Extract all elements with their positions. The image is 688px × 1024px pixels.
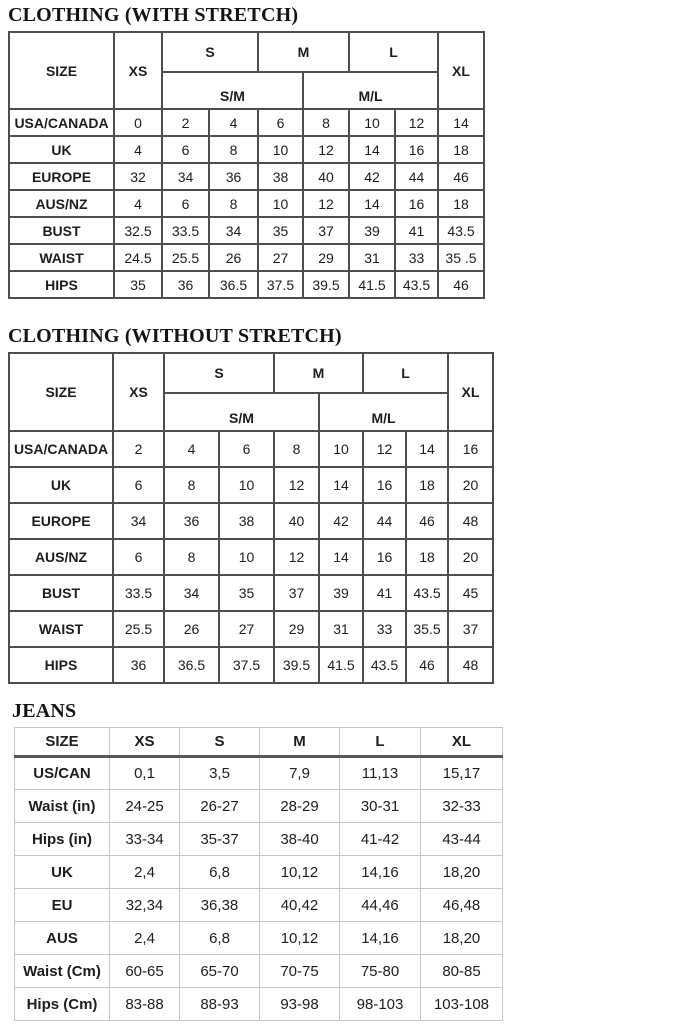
table-cell: 26 [209, 244, 258, 271]
col-header-s: S [164, 353, 274, 393]
table-cell: 14 [349, 136, 395, 163]
table-row [9, 539, 493, 575]
table-cell: 48 [448, 647, 493, 683]
table-cell: 11,13 [340, 757, 421, 790]
col-header-xl: XL [438, 32, 484, 109]
table-cell: 38 [219, 503, 274, 539]
table-cell: 18 [406, 467, 448, 503]
col-header-xs: XS [113, 353, 164, 431]
table-cell: 39.5 [303, 271, 349, 298]
row-label: BUST [9, 575, 113, 611]
table-cell: 2,4 [110, 856, 180, 889]
table-cell: 14,16 [340, 922, 421, 955]
table-cell: 18,20 [421, 856, 503, 889]
table-cell: 44 [395, 163, 438, 190]
table-cell: 8 [209, 190, 258, 217]
table-cell: 46 [406, 503, 448, 539]
row-label: AUS/NZ [9, 190, 114, 217]
table-cell: 33.5 [162, 217, 209, 244]
table-cell: 18,20 [421, 922, 503, 955]
table-cell: 98-103 [340, 988, 421, 1021]
table-body [9, 431, 493, 683]
table-cell: 43.5 [395, 271, 438, 298]
col-header-ml: M/L [319, 393, 448, 431]
table-cell: 0 [114, 109, 162, 136]
table-cell: 8 [303, 109, 349, 136]
table-cell: 37 [448, 611, 493, 647]
table-cell: 10 [258, 190, 303, 217]
table-cell: 12 [363, 431, 406, 467]
table-cell: 44 [363, 503, 406, 539]
table-body [15, 757, 503, 1021]
table-cell: 33 [395, 244, 438, 271]
col-header-xl: XL [421, 728, 503, 757]
table-cell: 18 [438, 190, 484, 217]
table-cell: 16 [363, 539, 406, 575]
table-cell: 16 [395, 136, 438, 163]
table-cell: 6,8 [180, 922, 260, 955]
table-cell: 4 [114, 136, 162, 163]
table-row [9, 575, 493, 611]
table-cell: 2,4 [110, 922, 180, 955]
table-cell: 37 [303, 217, 349, 244]
table-cell: 14 [406, 431, 448, 467]
table-cell: 93-98 [260, 988, 340, 1021]
table-cell: 4 [164, 431, 219, 467]
table-header [9, 32, 484, 109]
table-cell: 24-25 [110, 790, 180, 823]
table-cell: 70-75 [260, 955, 340, 988]
table-cell: 6 [162, 190, 209, 217]
table-cell: 43.5 [406, 575, 448, 611]
table-row [9, 109, 484, 136]
table-row [9, 217, 484, 244]
table-cell: 34 [209, 217, 258, 244]
table-cell: 12 [395, 109, 438, 136]
row-label: UK [9, 467, 113, 503]
table-cell: 39.5 [274, 647, 319, 683]
col-header-size: SIZE [9, 32, 114, 109]
table-cell: 36,38 [180, 889, 260, 922]
col-header-s: S [162, 32, 258, 72]
table-cell: 32-33 [421, 790, 503, 823]
row-label: AUS [15, 922, 110, 955]
table-cell: 2 [113, 431, 164, 467]
table-cell: 0,1 [110, 757, 180, 790]
table-row [9, 136, 484, 163]
table-row [9, 244, 484, 271]
table-cell: 10 [349, 109, 395, 136]
table-cell: 41 [363, 575, 406, 611]
table-cell: 14 [319, 539, 363, 575]
table-header [9, 353, 493, 431]
col-header-ml: M/L [303, 72, 438, 109]
col-header-m: M [258, 32, 349, 72]
row-label: EUROPE [9, 163, 114, 190]
row-label: USA/CANADA [9, 431, 113, 467]
table-cell: 18 [406, 539, 448, 575]
table-cell: 32,34 [110, 889, 180, 922]
table-cell: 14 [438, 109, 484, 136]
table-cell: 42 [319, 503, 363, 539]
table-cell: 33 [363, 611, 406, 647]
table-cell: 35 [114, 271, 162, 298]
table-cell: 10 [319, 431, 363, 467]
table-row [15, 988, 503, 1021]
table-cell: 10,12 [260, 856, 340, 889]
table-cell: 16 [448, 431, 493, 467]
table-cell: 26-27 [180, 790, 260, 823]
table-cell: 10,12 [260, 922, 340, 955]
table-cell: 34 [162, 163, 209, 190]
table-row [9, 503, 493, 539]
table-cell: 6 [113, 539, 164, 575]
table-cell: 80-85 [421, 955, 503, 988]
table-cell: 36 [209, 163, 258, 190]
table-cell: 33.5 [113, 575, 164, 611]
row-label: Hips (in) [15, 823, 110, 856]
header-row-sml [9, 32, 484, 72]
table-cell: 36.5 [164, 647, 219, 683]
table-cell: 3,5 [180, 757, 260, 790]
table-cell: 6,8 [180, 856, 260, 889]
row-label: HIPS [9, 271, 114, 298]
table-cell: 33-34 [110, 823, 180, 856]
table-cell: 41-42 [340, 823, 421, 856]
table-cell: 48 [448, 503, 493, 539]
col-header-size: SIZE [9, 353, 113, 431]
row-label: BUST [9, 217, 114, 244]
col-header-xl: XL [448, 353, 493, 431]
table-cell: 8 [164, 539, 219, 575]
table-cell: 35-37 [180, 823, 260, 856]
table-cell: 34 [113, 503, 164, 539]
table-cell: 15,17 [421, 757, 503, 790]
table-cell: 8 [274, 431, 319, 467]
table-cell: 46 [438, 271, 484, 298]
table-cell: 10 [219, 539, 274, 575]
table-cell: 65-70 [180, 955, 260, 988]
table-cell: 36.5 [209, 271, 258, 298]
table-cell: 75-80 [340, 955, 421, 988]
table-cell: 32 [114, 163, 162, 190]
section-title-clothing-without-stretch: CLOTHING (WITHOUT STRETCH) [8, 325, 342, 347]
table-cell: 24.5 [114, 244, 162, 271]
table-cell: 83-88 [110, 988, 180, 1021]
row-label: US/CAN [15, 757, 110, 790]
table-cell: 28-29 [260, 790, 340, 823]
row-label: Hips (Cm) [15, 988, 110, 1021]
table-body [9, 109, 484, 298]
section-title-clothing-with-stretch: CLOTHING (WITH STRETCH) [8, 4, 299, 26]
table-row [9, 190, 484, 217]
table-cell: 25.5 [162, 244, 209, 271]
table-cell: 12 [303, 190, 349, 217]
table-row [15, 922, 503, 955]
table-cell: 46 [438, 163, 484, 190]
col-header-l: L [340, 728, 421, 757]
table-cell: 35 [258, 217, 303, 244]
row-label: EU [15, 889, 110, 922]
table-cell: 6 [219, 431, 274, 467]
table-cell: 16 [363, 467, 406, 503]
header-row-sml [9, 353, 493, 393]
table-row [15, 889, 503, 922]
table-cell: 2 [162, 109, 209, 136]
table-cell: 18 [438, 136, 484, 163]
table-cell: 4 [114, 190, 162, 217]
table-cell: 14 [349, 190, 395, 217]
table-cell: 29 [303, 244, 349, 271]
table-row [9, 611, 493, 647]
table-row [15, 790, 503, 823]
table-cell: 41.5 [319, 647, 363, 683]
row-label: UK [9, 136, 114, 163]
table-cell: 31 [319, 611, 363, 647]
table-cell: 20 [448, 539, 493, 575]
table-cell: 38-40 [260, 823, 340, 856]
table-cell: 16 [395, 190, 438, 217]
table-cell: 20 [448, 467, 493, 503]
row-label: HIPS [9, 647, 113, 683]
col-header-sm: S/M [164, 393, 319, 431]
table-cell: 4 [209, 109, 258, 136]
table-cell: 25.5 [113, 611, 164, 647]
table-cell: 14,16 [340, 856, 421, 889]
table-cell: 103-108 [421, 988, 503, 1021]
col-header-l: L [349, 32, 438, 72]
row-label: Waist (Cm) [15, 955, 110, 988]
table-cell: 43-44 [421, 823, 503, 856]
table-cell: 6 [162, 136, 209, 163]
table-row [9, 431, 493, 467]
table-header [15, 728, 503, 757]
table-cell: 32.5 [114, 217, 162, 244]
table-cell: 12 [303, 136, 349, 163]
table-cell: 7,9 [260, 757, 340, 790]
clothing-without-stretch-table [8, 352, 494, 684]
table-cell: 41 [395, 217, 438, 244]
section-title-jeans: JEANS [12, 700, 77, 722]
table-cell: 43.5 [363, 647, 406, 683]
row-label: UK [15, 856, 110, 889]
table-row [9, 163, 484, 190]
table-cell: 8 [164, 467, 219, 503]
col-header-m: M [260, 728, 340, 757]
table-cell: 37.5 [258, 271, 303, 298]
table-cell: 14 [319, 467, 363, 503]
table-cell: 39 [319, 575, 363, 611]
table-row [15, 823, 503, 856]
table-cell: 60-65 [110, 955, 180, 988]
table-cell: 46 [406, 647, 448, 683]
table-cell: 27 [258, 244, 303, 271]
clothing-with-stretch-table [8, 31, 485, 299]
table-cell: 31 [349, 244, 395, 271]
table-cell: 40 [303, 163, 349, 190]
table-cell: 35 .5 [438, 244, 484, 271]
table-cell: 6 [258, 109, 303, 136]
table-cell: 37 [274, 575, 319, 611]
col-header-xs: XS [110, 728, 180, 757]
table-cell: 40,42 [260, 889, 340, 922]
table-cell: 42 [349, 163, 395, 190]
table-cell: 10 [219, 467, 274, 503]
table-cell: 38 [258, 163, 303, 190]
table-cell: 6 [113, 467, 164, 503]
row-label: USA/CANADA [9, 109, 114, 136]
table-cell: 8 [209, 136, 258, 163]
table-row [9, 271, 484, 298]
table-cell: 30-31 [340, 790, 421, 823]
table-cell: 12 [274, 539, 319, 575]
table-row [15, 856, 503, 889]
col-header-xs: XS [114, 32, 162, 109]
header-row [15, 728, 503, 757]
table-row [9, 467, 493, 503]
table-cell: 37.5 [219, 647, 274, 683]
table-cell: 12 [274, 467, 319, 503]
col-header-l: L [363, 353, 448, 393]
col-header-sm: S/M [162, 72, 303, 109]
table-cell: 88-93 [180, 988, 260, 1021]
table-cell: 41.5 [349, 271, 395, 298]
table-row [9, 647, 493, 683]
row-label: WAIST [9, 611, 113, 647]
table-cell: 36 [164, 503, 219, 539]
col-header-size: SIZE [15, 728, 110, 757]
table-cell: 10 [258, 136, 303, 163]
table-cell: 29 [274, 611, 319, 647]
table-cell: 44,46 [340, 889, 421, 922]
table-cell: 45 [448, 575, 493, 611]
col-header-s: S [180, 728, 260, 757]
table-cell: 35 [219, 575, 274, 611]
jeans-table [14, 727, 503, 1021]
table-row [15, 955, 503, 988]
col-header-m: M [274, 353, 363, 393]
table-cell: 27 [219, 611, 274, 647]
row-label: Waist (in) [15, 790, 110, 823]
table-cell: 36 [113, 647, 164, 683]
table-cell: 43.5 [438, 217, 484, 244]
table-cell: 35.5 [406, 611, 448, 647]
row-label: EUROPE [9, 503, 113, 539]
row-label: AUS/NZ [9, 539, 113, 575]
table-cell: 40 [274, 503, 319, 539]
table-cell: 39 [349, 217, 395, 244]
table-cell: 26 [164, 611, 219, 647]
table-cell: 46,48 [421, 889, 503, 922]
table-row [15, 757, 503, 790]
row-label: WAIST [9, 244, 114, 271]
table-cell: 34 [164, 575, 219, 611]
table-cell: 36 [162, 271, 209, 298]
